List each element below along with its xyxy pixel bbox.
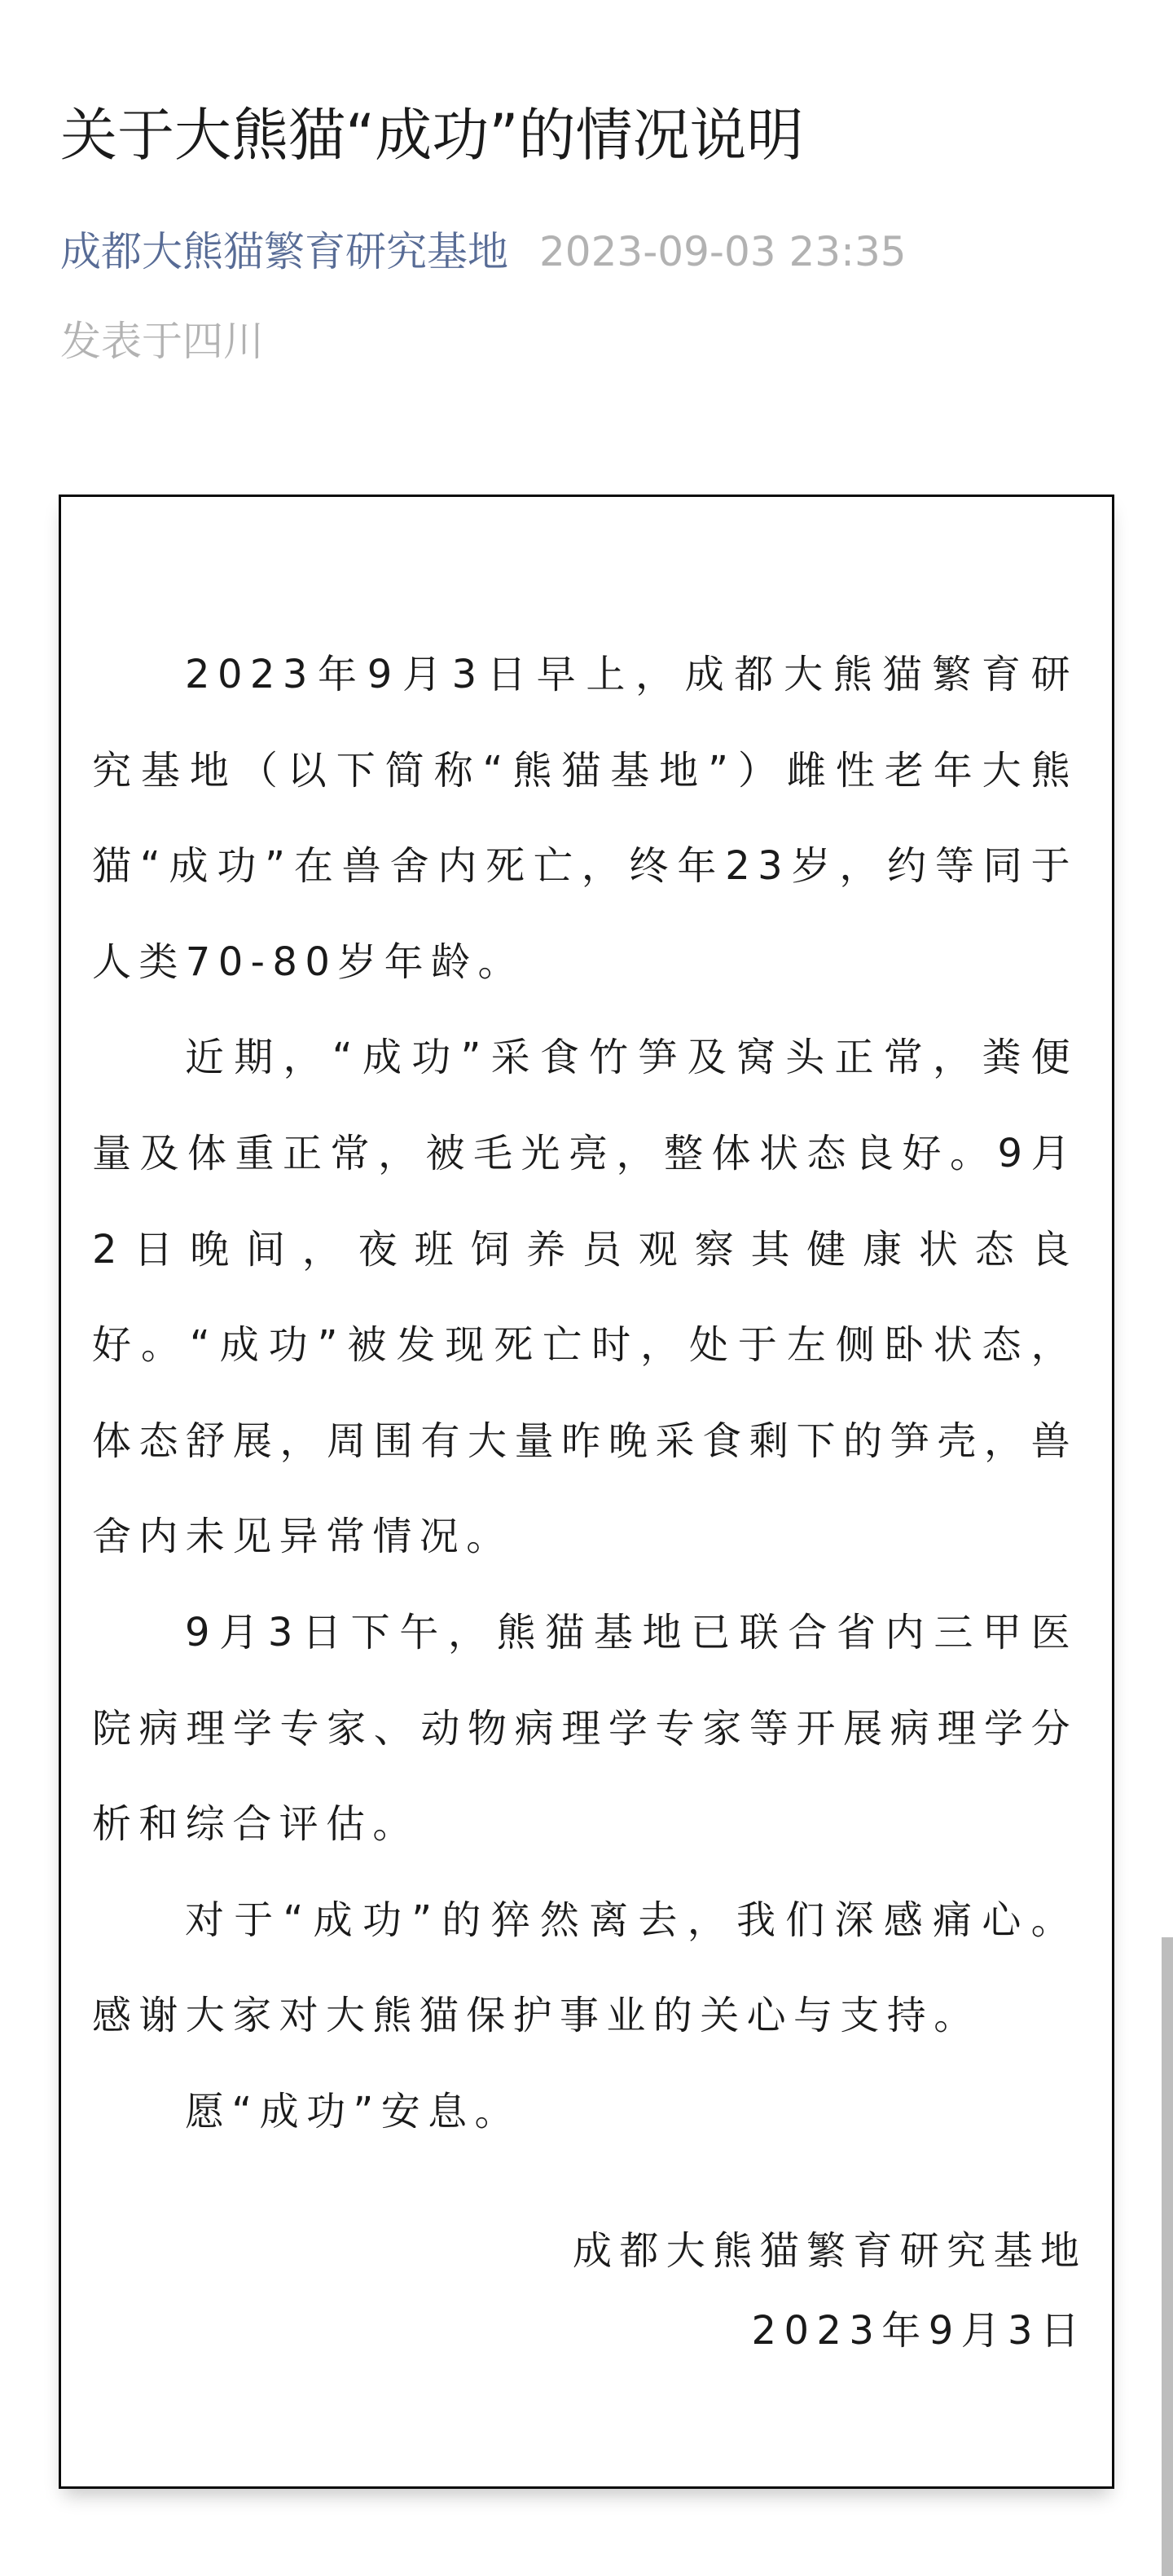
- publish-time: 2023-09-03 23:35: [539, 228, 907, 275]
- notice-image-frame: [59, 495, 1114, 2489]
- notice-body: [92, 627, 1078, 2161]
- signature-block: [572, 2222, 1087, 2359]
- page-scrollbar[interactable]: [1162, 0, 1173, 2576]
- publish-location: 发表于四川: [60, 318, 264, 365]
- notice-paragraph: 近期，“成功”采食竹笋及窝头正常，粪便量及体重正常，被毛光亮，整体状态良好。9月2日晚间，夜班饲养员观察其健康状态良好。“成功”被发现死亡时，处于左侧卧状态，体态舒展，周围有大量昨晚采食剩下的笋壳，兽舍内未见异常情况。: [92, 1035, 1078, 1560]
- notice-paragraph: 愿“成功”安息。: [185, 2088, 521, 2134]
- article-meta: [60, 223, 907, 280]
- scrollbar-thumb[interactable]: [1162, 1937, 1173, 2576]
- notice-paragraph: 9月3日下午，熊猫基地已联合省内三甲医院病理学专家、动物病理学专家等开展病理学分析和综合评估。: [92, 1609, 1078, 1848]
- signature-organization: 成都大熊猫繁育研究基地: [572, 2228, 1087, 2274]
- signature-date: 2023年9月3日: [751, 2308, 1087, 2354]
- notice-paragraph: 2023年9月3日早上，成都大熊猫繁育研究基地（以下简称“熊猫基地”）雌性老年大熊猫“成功”在兽舍内死亡，终年23岁，约等同于人类70-80岁年龄。: [92, 652, 1078, 985]
- notice-paragraph: 对于“成功”的猝然离去，我们深感痛心。感谢大家对大熊猫保护事业的关心与支持。: [92, 1897, 1078, 2039]
- author-link[interactable]: 成都大熊猫繁育研究基地: [60, 228, 508, 275]
- article-title: 关于大熊猫“成功”的情况说明: [60, 102, 804, 169]
